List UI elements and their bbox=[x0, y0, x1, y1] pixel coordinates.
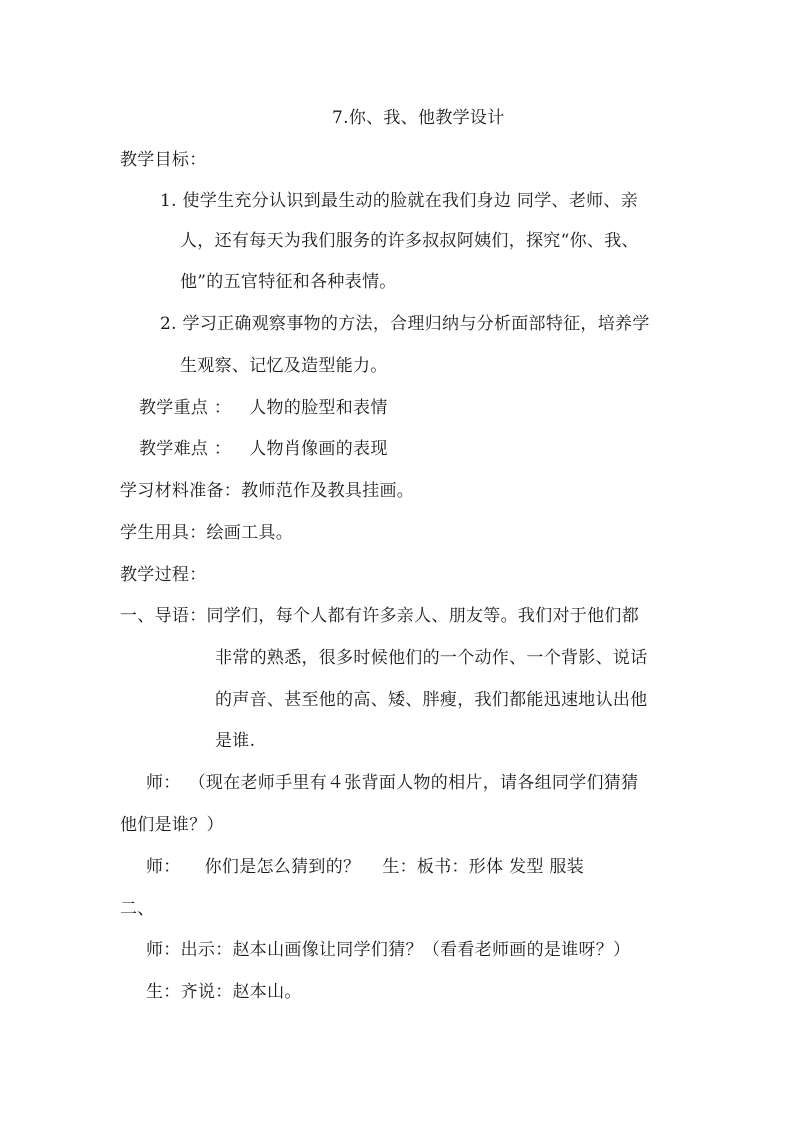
teacher1-label: 师： bbox=[146, 773, 181, 793]
key-point-value: 人物的脸型和表情 bbox=[249, 398, 388, 418]
teacher2-line bbox=[146, 855, 584, 879]
teacher1-line-1 bbox=[146, 771, 638, 795]
part2-heading: 二、 bbox=[120, 899, 155, 919]
teacher2-question: 你们是怎么猜到的？ bbox=[204, 857, 361, 877]
teacher2-label: 师： bbox=[146, 857, 181, 877]
teacher1-line-2: 他们是谁？） bbox=[120, 815, 224, 835]
difficulty bbox=[139, 437, 388, 461]
objective-1-line-3: 他”的五官特征和各种表情。 bbox=[180, 272, 397, 292]
student-tools: 学生用具：绘画工具。 bbox=[120, 523, 293, 543]
objective-1-line-1: 1. 使学生充分认识到最生动的脸就在我们身边 同学、老师、亲 bbox=[160, 191, 639, 211]
objectives-heading: 教学目标： bbox=[120, 150, 207, 170]
process-heading: 教学过程： bbox=[120, 565, 207, 585]
part1-line-2: 非常的熟悉，很多时候他们的一个动作、一个背影、说话 bbox=[215, 648, 648, 668]
part1-line-4: 是谁. bbox=[215, 731, 256, 751]
difficulty-value: 人物肖像画的表现 bbox=[249, 439, 388, 459]
part1-line-1: 一、导语：同学们，每个人都有许多亲人、朋友等。我们对于他们都 bbox=[120, 606, 639, 626]
part2-teacher: 师：出示：赵本山画像让同学们猜？（看看老师画的是谁呀？） bbox=[146, 940, 631, 960]
key-point bbox=[139, 396, 388, 420]
objective-2-line-2: 生观察、记忆及造型能力。 bbox=[180, 356, 388, 376]
materials: 学习材料准备：教师范作及教具挂画。 bbox=[120, 481, 415, 501]
part2-student: 生：齐说：赵本山。 bbox=[146, 982, 302, 1002]
part1-line-3: 的声音、甚至他的高、矮、胖瘦，我们都能迅速地认出他 bbox=[215, 690, 648, 710]
key-point-label: 教学重点 ： bbox=[139, 398, 232, 418]
document-title: 7.你、我、他教学设计 bbox=[332, 108, 505, 128]
student-answer: 生：板书：形体 发型 服装 bbox=[382, 857, 585, 877]
objective-2-line-1: 2. 学习正确观察事物的方法，合理归纳与分析面部特征，培养学 bbox=[160, 314, 650, 334]
objective-1-line-2: 人，还有每天为我们服务的许多叔叔阿姨们，探究“你、我、 bbox=[180, 231, 639, 251]
teacher1-text: （现在老师手里有４张背面人物的相片，请各组同学们猜猜 bbox=[188, 773, 639, 793]
difficulty-label: 教学难点 ： bbox=[139, 439, 232, 459]
